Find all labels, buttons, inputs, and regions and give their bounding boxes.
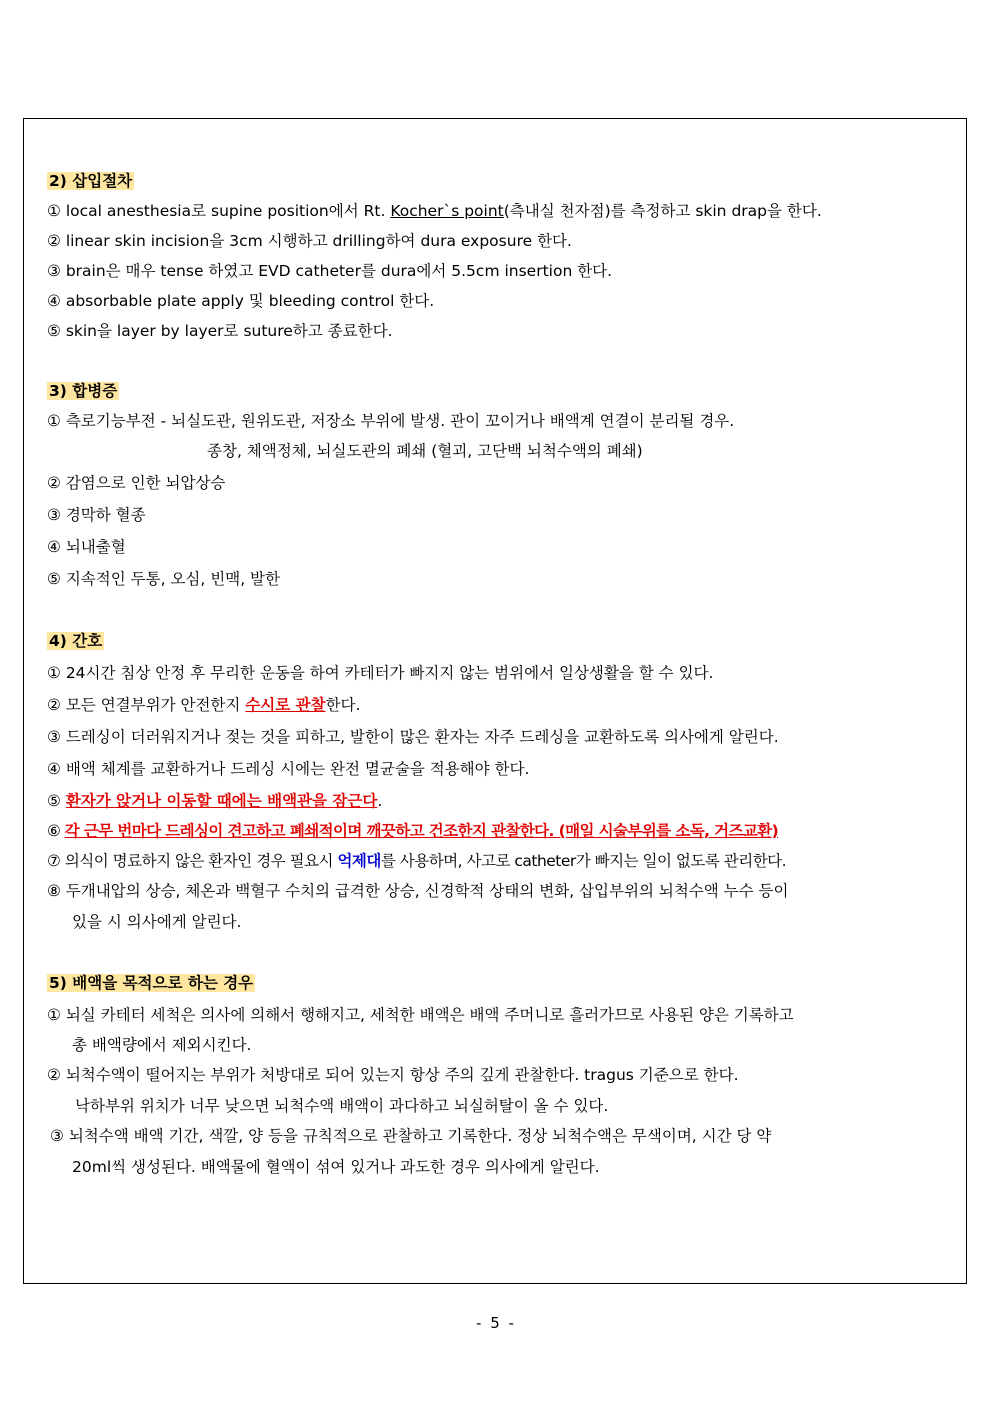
s5-item-1-cont: 총 배액량에서 제외시킨다. <box>72 1036 252 1054</box>
s3-item-1: ① 측로기능부전 - 뇌실도관, 원위도관, 저장소 부위에 발생. 관이 꼬이거나 배액계 연결이 분리될 경우. <box>47 412 735 430</box>
s4-item-8: ⑧ 두개내압의 상승, 체온과 백혈구 수치의 급격한 상승, 신경학적 상태의 변화, 삽입부위의 뇌척수액 누수 등이 <box>47 882 789 900</box>
s4-item-2 <box>47 694 360 716</box>
s2-item-4: ④ absorbable plate apply 및 bleeding control 한다. <box>47 292 435 310</box>
section-2-heading: 2) 삽입절차 <box>49 172 133 190</box>
s4-item-2-a: ② 모든 연결부위가 안전한지 <box>47 696 246 714</box>
s4-item-6-emphasis: 각 근무 번마다 드레싱이 견고하고 폐쇄적이며 깨끗하고 건조한지 관찰한다. (매일 시술부위를 소독, 거즈교환) <box>64 822 779 840</box>
restraint-term: 억제대 <box>337 852 381 870</box>
kocher-point: Kocher`s point <box>390 202 504 220</box>
s3-item-1-cont: 종창, 체액정체, 뇌실도관의 폐쇄 (혈괴, 고단백 뇌척수액의 폐쇄) <box>207 442 643 460</box>
section-5-heading: 5) 배액을 목적으로 하는 경우 <box>49 974 254 992</box>
section-2-title <box>47 170 134 192</box>
section-4-title <box>47 630 104 652</box>
s5-item-3-cont: 20ml씩 생성된다. 배액물에 혈액이 섞여 있거나 과도한 경우 의사에게 알린다. <box>72 1158 600 1176</box>
s2-item-5: ⑤ skin을 layer by layer로 suture하고 종료한다. <box>47 322 393 340</box>
s2-item-1-a: ① local anesthesia로 supine position에서 Rt. <box>47 202 391 220</box>
s2-item-1 <box>47 200 822 222</box>
section-5-title <box>47 972 255 994</box>
section-3-heading: 3) 합병증 <box>49 382 118 400</box>
s4-item-2-b: 한다. <box>325 696 361 714</box>
s4-item-2-emphasis: 수시로 관찰 <box>245 696 326 714</box>
s4-item-5-emphasis: 환자가 앉거나 이동할 때에는 배액관을 잠근다 <box>65 792 378 810</box>
s3-item-2: ② 감염으로 인한 뇌압상승 <box>47 474 226 492</box>
s4-item-4: ④ 배액 체계를 교환하거나 드레싱 시에는 완전 멸균술을 적용해야 한다. <box>47 760 530 778</box>
s4-item-5-end: . <box>377 792 383 810</box>
s4-item-7-a: ⑦ 의식이 명료하지 않은 환자인 경우 필요시 <box>47 852 338 870</box>
s3-item-4: ④ 뇌내출혈 <box>47 538 126 556</box>
page-number: - 5 - <box>476 1314 516 1332</box>
s3-item-5: ⑤ 지속적인 두통, 오심, 빈맥, 발한 <box>47 570 280 588</box>
s5-item-2: ② 뇌척수액이 떨어지는 부위가 처방대로 되어 있는지 항상 주의 깊게 관찰한다. tragus 기준으로 한다. <box>47 1066 739 1084</box>
section-4-heading: 4) 간호 <box>49 632 103 650</box>
s4-item-8-cont: 있을 시 의사에게 알린다. <box>72 913 242 931</box>
s5-item-3: ③ 뇌척수액 배액 기간, 색깔, 양 등을 규칙적으로 관찰하고 기록한다. 정상 뇌척수액은 무색이며, 시간 당 약 <box>50 1127 772 1145</box>
s4-item-1: ① 24시간 침상 안정 후 무리한 운동을 하여 카테터가 빠지지 않는 범위에서 일상생활을 할 수 있다. <box>47 664 714 682</box>
s5-item-1: ① 뇌실 카테터 세척은 의사에 의해서 행해지고, 세척한 배액은 배액 주머니로 흘러가므로 사용된 양은 기록하고 <box>47 1006 794 1024</box>
s2-item-2: ② linear skin incision을 3cm 시행하고 drilling하여 dura exposure 한다. <box>47 232 572 250</box>
s4-item-5 <box>47 790 382 812</box>
s4-item-6-num: ⑥ <box>47 822 65 840</box>
s4-item-5-num: ⑤ <box>47 792 66 810</box>
s3-item-3: ③ 경막하 혈종 <box>47 506 146 524</box>
s4-item-7 <box>47 850 786 872</box>
s4-item-3: ③ 드레싱이 더러워지거나 젖는 것을 피하고, 발한이 많은 환자는 자주 드레싱을 교환하도록 의사에게 알린다. <box>47 728 779 746</box>
s5-item-2-cont: 낙하부위 위치가 너무 낮으면 뇌척수액 배액이 과다하고 뇌실허탈이 올 수 있다. <box>75 1097 609 1115</box>
s2-item-3: ③ brain은 매우 tense 하였고 EVD catheter를 dura에서 5.5cm insertion 한다. <box>47 262 613 280</box>
s4-item-6 <box>47 820 778 842</box>
s2-item-1-b: (측내실 천자점)를 측정하고 skin drap을 한다. <box>503 202 822 220</box>
s4-item-7-c: 를 사용하며, 사고로 catheter가 빠지는 일이 없도록 관리한다. <box>380 852 787 870</box>
section-3-title <box>47 380 119 402</box>
